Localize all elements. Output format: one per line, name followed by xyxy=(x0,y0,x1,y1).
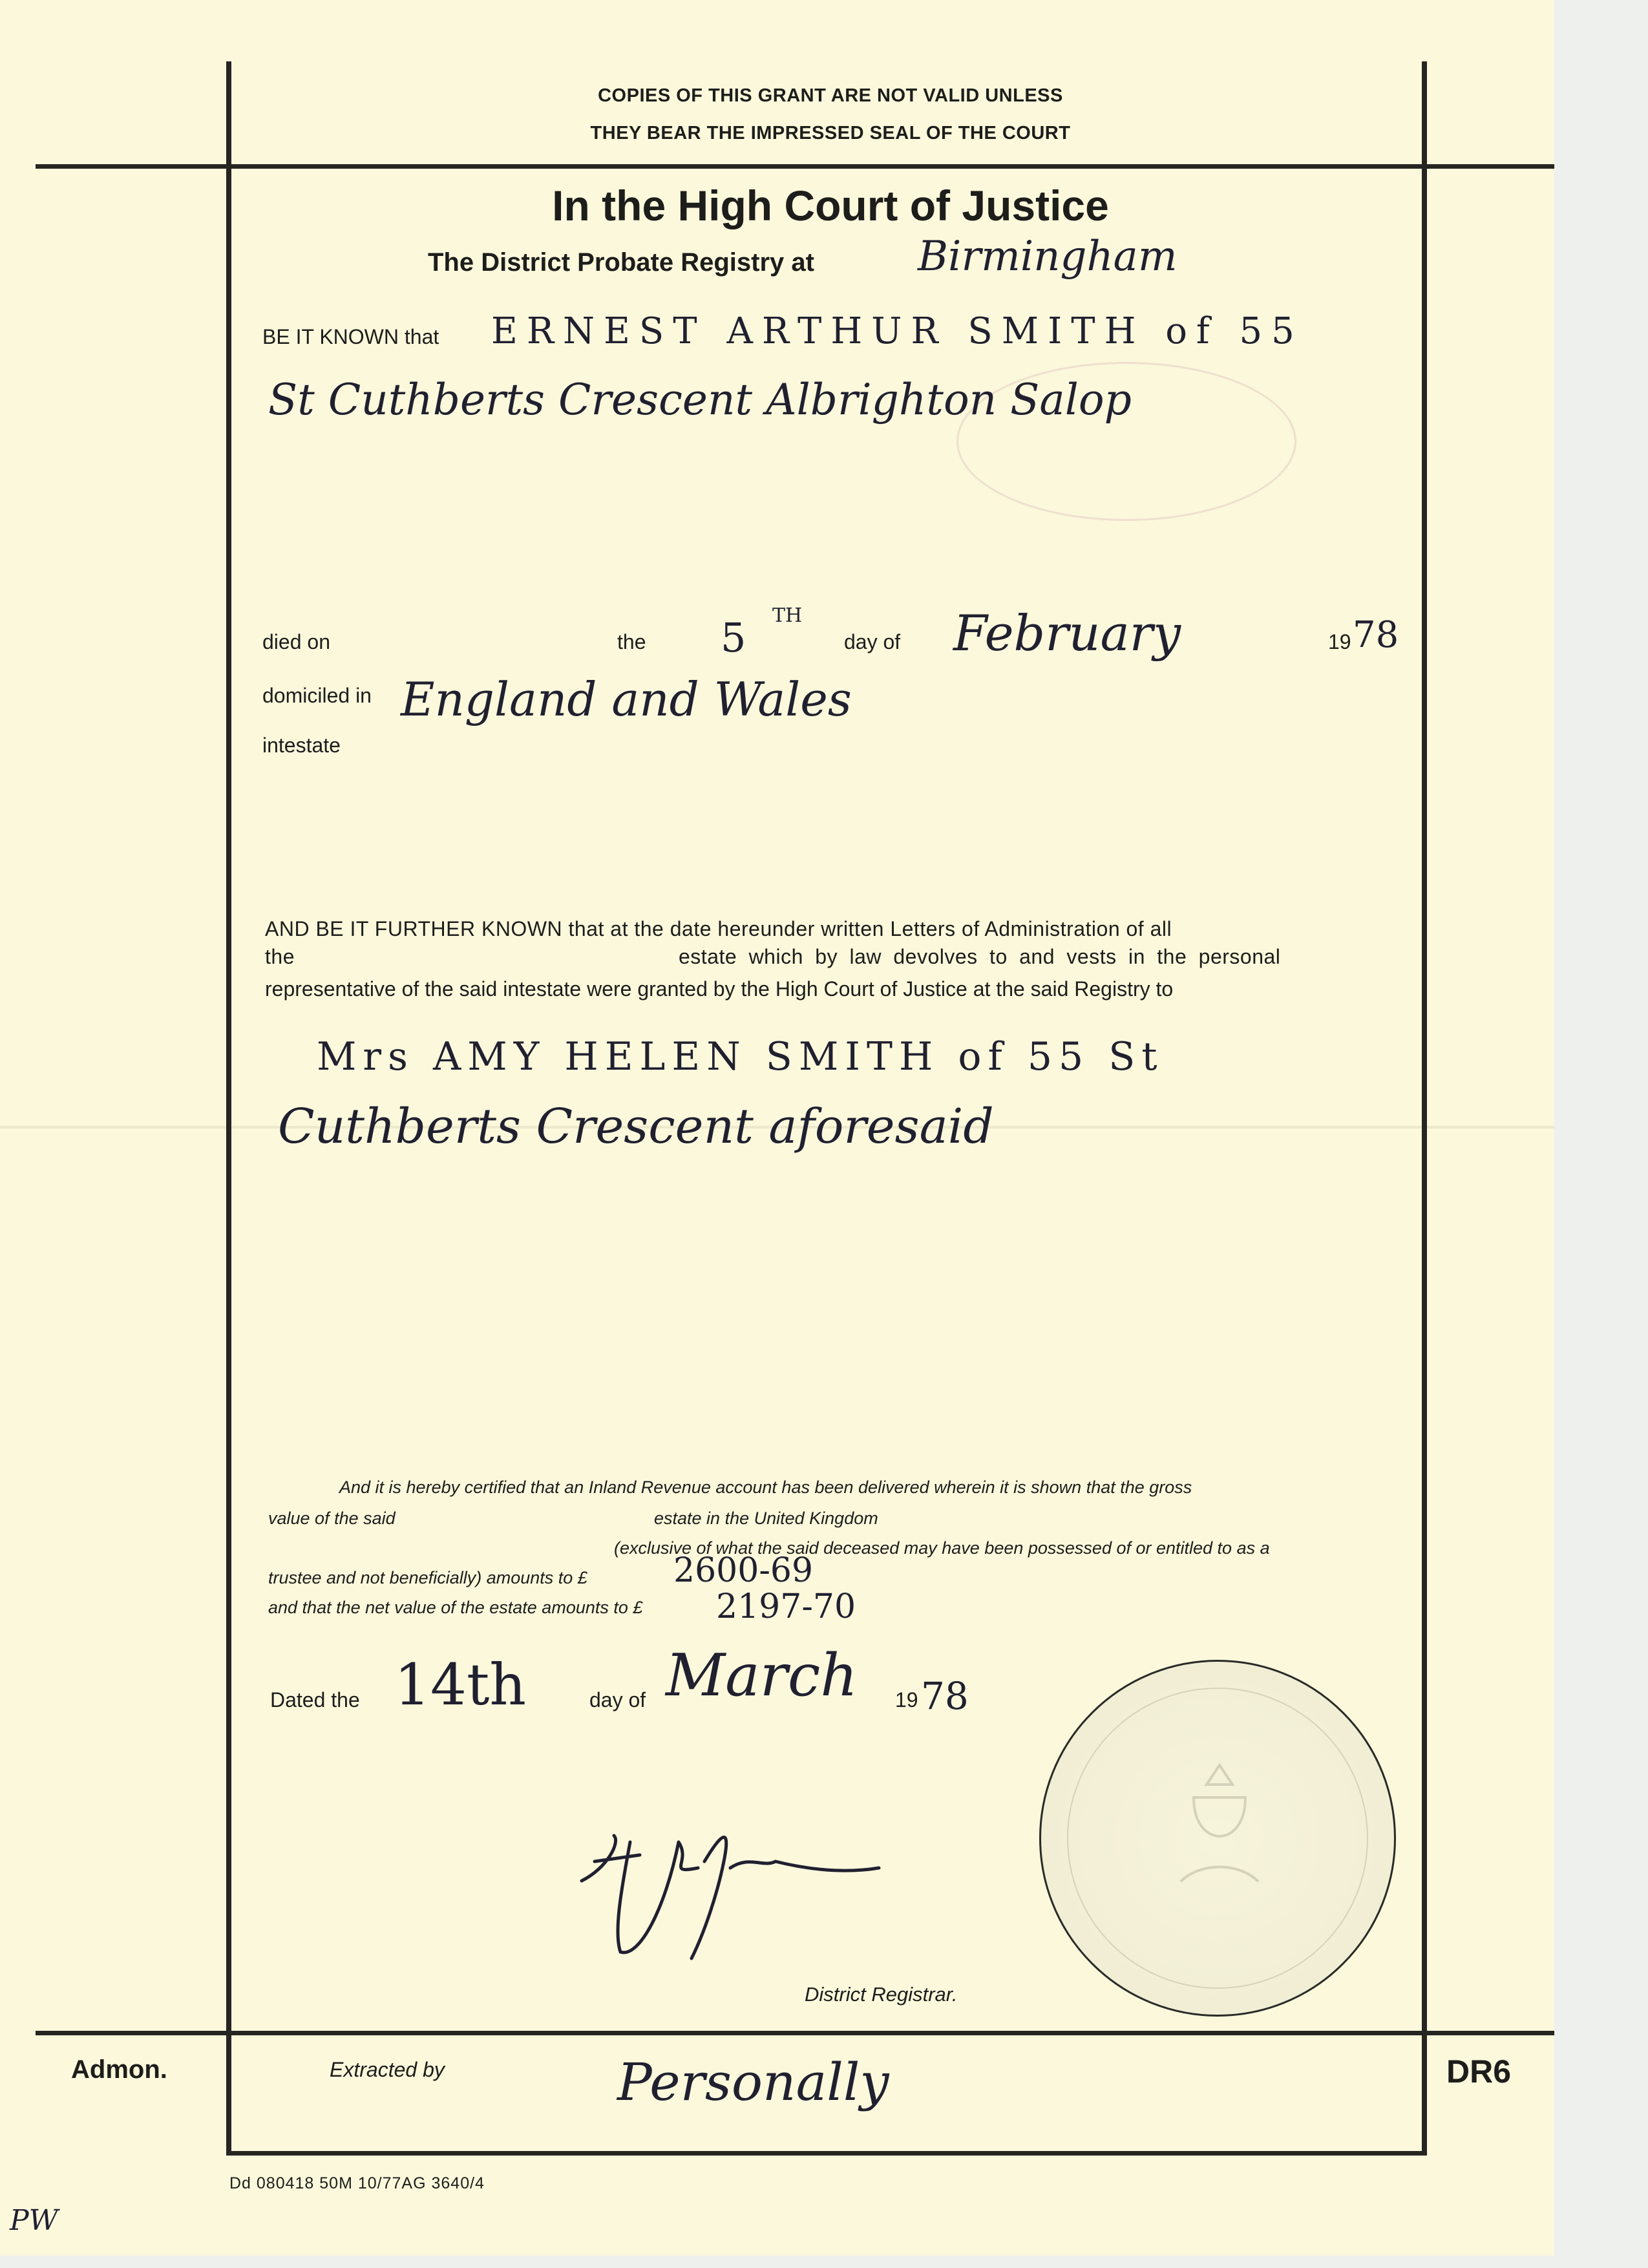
net-amount-handwritten: 2197-70 xyxy=(716,1587,856,1626)
validity-notice-line2: THEY BEAR THE IMPRESSED SEAL OF THE COURT xyxy=(590,123,1071,143)
domiciled-in-label: domiciled in xyxy=(262,684,372,707)
died-on-label: died on xyxy=(262,630,330,653)
death-year-printed: 19 xyxy=(1328,630,1351,653)
grantee-line2-handwritten: Cuthberts Crescent aforesaid xyxy=(278,1099,994,1154)
print-reference: Dd 080418 50M 10/77AG 3640/4 xyxy=(229,2174,485,2192)
registry-place-handwritten: Birmingham xyxy=(918,233,1178,281)
dated-year-printed: 19 xyxy=(895,1688,918,1712)
death-year-handwritten: 78 xyxy=(1353,614,1399,656)
footer-top-rule xyxy=(36,2031,1554,2035)
royal-crest-icon xyxy=(1161,1759,1278,1901)
intestate-label: intestate xyxy=(262,734,341,757)
top-horizontal-rule xyxy=(36,164,1554,169)
certification-line3: (exclusive of what the said deceased may have been possessed of or entitled to as a xyxy=(614,1538,1270,1558)
deceased-address-handwritten: St Cuthberts Crescent Albrighton Salop xyxy=(268,375,1132,425)
further-known-line2-left: the xyxy=(265,945,295,968)
day-of-label: day of xyxy=(844,630,901,653)
further-known-line2-right: estate which by law devolves to and vests in the personal xyxy=(679,945,1281,968)
deceased-name-handwritten: ERNEST ARTHUR SMITH of 55 xyxy=(491,310,1304,352)
frame-left-rule xyxy=(226,61,231,2156)
certification-line2-left: value of the said xyxy=(268,1509,396,1528)
net-amount-label: and that the net value of the estate amounts to £ xyxy=(268,1598,643,1617)
further-known-line3: representative of the said intestate were granted by the High Court of Justice at the said Registry to xyxy=(265,977,1174,1001)
dated-label: Dated the xyxy=(270,1688,360,1712)
dated-day-of-label: day of xyxy=(589,1688,646,1712)
extracted-by-handwritten: Personally xyxy=(617,2052,889,2112)
registry-label: The District Probate Registry at xyxy=(428,248,814,277)
dated-day-handwritten: 14th xyxy=(394,1651,527,1718)
death-day-handwritten: 5 xyxy=(721,614,746,661)
court-impressed-seal xyxy=(1039,1660,1396,2017)
the-label: the xyxy=(617,630,646,653)
registrar-signature xyxy=(569,1803,892,1971)
gross-amount-handwritten: 2600-69 xyxy=(673,1551,814,1590)
domicile-handwritten: England and Wales xyxy=(401,672,852,726)
certification-line2-right: estate in the United Kingdom xyxy=(654,1509,878,1528)
dated-year-handwritten: 78 xyxy=(921,1674,969,1718)
frame-right-rule xyxy=(1422,61,1427,2156)
dated-month-handwritten: March xyxy=(666,1642,858,1710)
certification-line1: And it is hereby certified that an Inland Revenue account has been delivered wherein it is shown that the gross xyxy=(339,1478,1192,1497)
margin-note-handwritten: PW xyxy=(10,2204,58,2237)
form-type-label: Admon. xyxy=(71,2055,167,2084)
form-code: DR6 xyxy=(1446,2053,1512,2090)
death-day-suffix-handwritten: TH xyxy=(772,604,803,627)
extracted-by-label: Extracted by xyxy=(330,2058,445,2081)
court-title: In the High Court of Justice xyxy=(552,182,1109,229)
grantee-line1-handwritten: Mrs AMY HELEN SMITH of 55 St xyxy=(317,1034,1164,1079)
gross-amount-label: trustee and not beneficially) amounts to £ xyxy=(268,1568,587,1587)
validity-notice-line1: COPIES OF THIS GRANT ARE NOT VALID UNLESS xyxy=(598,85,1063,106)
be-it-known-label: BE IT KNOWN that xyxy=(262,325,439,348)
further-known-line1: AND BE IT FURTHER KNOWN that at the date hereunder written Letters of Administration of all xyxy=(265,917,1172,940)
death-month-handwritten: February xyxy=(953,604,1181,662)
district-registrar-label: District Registrar. xyxy=(805,1983,958,2006)
footer-bottom-rule xyxy=(226,2151,1427,2156)
